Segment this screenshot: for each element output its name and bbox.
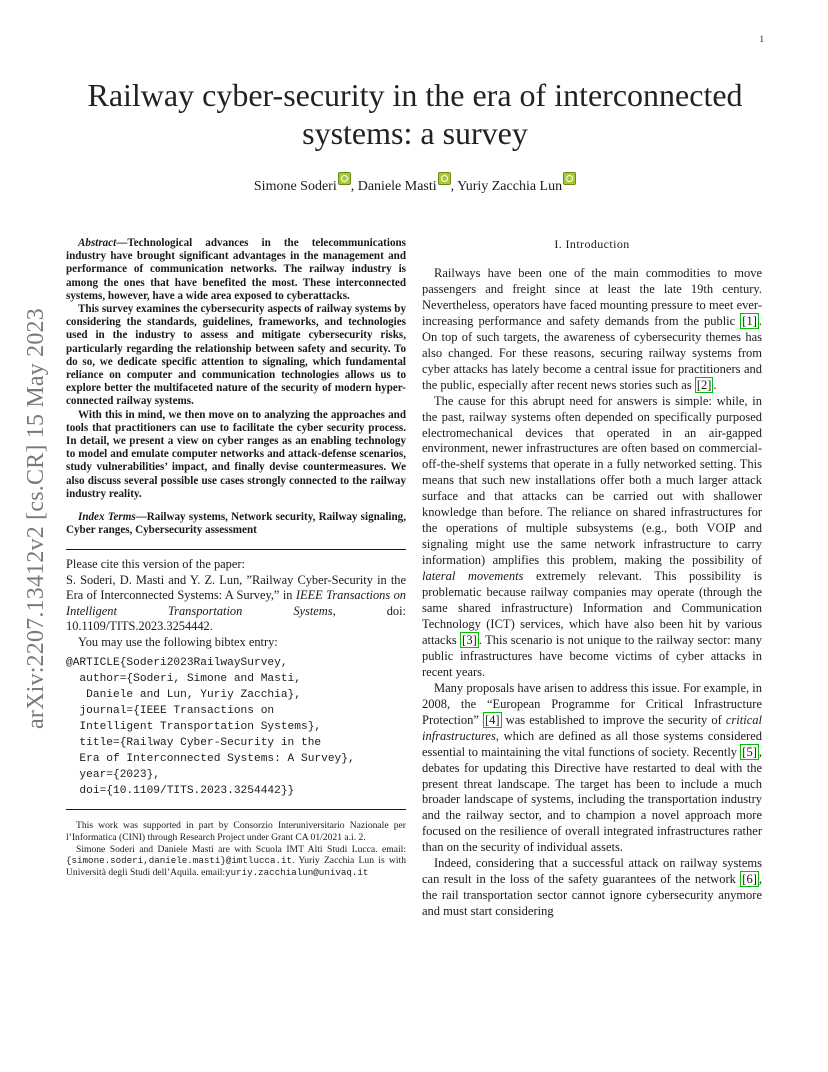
citation-link[interactable]: [3]: [462, 632, 477, 647]
index-terms: Index Terms—Railway systems, Network security, Railway signaling, Cyber ranges, Cybersecurity assessment: [66, 511, 406, 537]
divider: [66, 549, 406, 550]
body-paragraph: Railways have been one of the main commodities to move passengers and freight since at least the late 19th century. Nevertheless, operators have faced mounting pressure to meet ever-increasing performance and safety demands from the public [1] . On top of such targets, the awareness of cybersecurity themes has also changed. For these reasons, securing railway systems from cyber attacks has lately become a central issue for practitioners and the public, especially after recent news stories such as [2] .: [422, 266, 762, 392]
arxiv-stamp-text: arXiv:2207.13412v2 [cs.CR] 15 May 2023: [22, 307, 49, 729]
citation-link[interactable]: [6]: [742, 872, 757, 887]
body-paragraph: Indeed, considering that a successful attack on railway systems can result in the loss of the safety guarantees of the network [6] , the rail transportation sector cannot ignore cybersecurity anymore and must start considering: [422, 856, 762, 919]
author-name: Simone Soderi: [253, 179, 337, 194]
email-link[interactable]: {simone.soderi,daniele.masti}@imtlucca.it: [66, 855, 293, 867]
bibtex-intro: You may use the following bibtex entry:: [78, 634, 278, 649]
bibtex-entry: @ARTICLE{Soderi2023RailwaySurvey, author={Soderi, Simone and Masti, Daniele and Lun, Yuriy Zacchia}, journal={IEEE Transactions on Intelligent Transportation Systems}, title={Railway Cyber-Security in the Era of Interconnected Systems: A Survey}, year={2023}, doi={10.1109/TITS.2023.3254442}}: [66, 657, 355, 798]
divider: [66, 809, 406, 810]
section-heading: I. Introduction: [554, 237, 630, 251]
abstract-label: Abstract: [78, 237, 117, 249]
abstract-paragraph: Abstract—Technological advances in the telecommunications industry have brought significant advantages in the management and performance of communication networks. The railway industry is among the ones that have benefited the most. These interconnected systems, however, have a wide area exposed to cyberattacks.: [66, 237, 406, 302]
citation-link[interactable]: [5]: [742, 744, 757, 759]
footnotes: [66, 820, 406, 878]
right-column: [422, 237, 762, 920]
emphasis: lateral movements: [422, 569, 524, 584]
funding-note: This work was supported in part by Consorzio Interuniversitario Nazionale per l’Informatica (CINI) through Research Project under Grant CA 01/2021 a.i. 2.: [66, 820, 406, 844]
orcid-icon[interactable]: [438, 172, 451, 185]
journal-name: IEEE Transactions on Intelligent Transportation Systems: [66, 588, 406, 618]
affiliation-note: Simone Soderi and Daniele Masti are with Scuola IMT Alti Studi Lucca. email: {simone.soderi,daniele.masti}@imtlucca.it. Yuriy Zacchia Lun is with Università degli Studi dell’Aquila. email:yuriy.zacchialun@univaq.it: [66, 843, 406, 878]
citation-link[interactable]: [4]: [485, 712, 500, 727]
arxiv-stamp: [14, 278, 58, 758]
citation-box: [66, 557, 406, 799]
citation-line: Please cite this version of the paper:: [66, 557, 245, 572]
email-link[interactable]: yuriy.zacchialun@univaq.it: [225, 866, 369, 878]
citation-link[interactable]: [2]: [696, 377, 712, 392]
author-name: Daniele Masti: [357, 179, 437, 194]
orcid-icon[interactable]: [338, 172, 351, 185]
body-paragraph: The cause for this abrupt need for answers is simple: while, in the past, railway systems often depended on specifically purposed electromechanical devices that operated in an air-gapped environment, newer infrastructures are often based on commercial-off-the-shelf systems that operate in a fully networked setting. This means that such new installations offer both a much larger attack surface and that attacks can be carried out with shallower knowledge than before. The reliance on shared infrastructures for the operations of multiple subsystems (e.g., both VOIP and signaling might use the same network infrastructure to carry information) amplifies this problem, making the possibility of lateral movements extremely relevant. This possibility is problematic because railway companies may operate (through the same shared infrastructure) Information and Communication Technology (ICT) services, which have also been hit by various attacks [3] . This scenario is not unique to the railway sector: many public infrastructures have become victims of cyber attacks in recent years.: [422, 393, 763, 679]
author-list: Simone Soderi , Daniele Masti , Yuriy Zacchia Lun: [70, 172, 760, 195]
citation-link[interactable]: [1]: [742, 313, 757, 328]
index-terms-label: Index Terms: [78, 511, 136, 524]
abstract: [66, 237, 406, 501]
left-column: [66, 237, 406, 878]
emphasis: critical infrastructures: [422, 712, 762, 743]
abstract-paragraph: With this in mind, we then move on to analyzing the approaches and tools that practitioners can use to facilitate the cyber security process. In detail, we present a view on cyber ranges as an enabling technology to model and emulate computer networks and attack-defense scenarios, study vulnerabilities’ impact, and finally devise countermeasures. We also discuss several possible use cases strongly connected to the railway industry reality.: [66, 408, 406, 500]
paper-title: Railway cyber-security in the era of interconnected systems: a survey: [87, 77, 743, 151]
orcid-icon[interactable]: [563, 172, 576, 185]
body-paragraph: Many proposals have arisen to address this issue. For example, in 2008, the “European Programme for Critical Infrastructure Protection” [4] was established to improve the security of critical infrastructures, which are defined as all those systems considered essential to maintaining the vital functions of society. Recently [5] , debates for updating this Directive have restarted to deal with the present threat landscape. The target has been to include a much broader landscape of systems, including the transportation industry and the railway sector, and to champion a novel approach more focused on the resilience of overall integrated infrastructures rather than on the security of individual assets.: [422, 680, 762, 855]
citation-text: S. Soderi, D. Masti and Y. Z. Lun, ”Railway Cyber-Security in the Era of Interconnected Systems: A Survey,” in IEEE Transactions on Intelligent Transportation Systems, doi: 10.1109/TITS.2023.3254442.: [66, 572, 406, 634]
page-number: 1: [759, 34, 764, 44]
abstract-paragraph: This survey examines the cybersecurity aspects of railway systems by considering the standards, guidelines, frameworks, and technologies used in the industry to assess and mitigate cybersecurity risks, particularly regarding the relationship between safety and security. To do so, we dedicate specific attention to signaling, which fundamental reliance on computer and communication technologies allows us to explore better the multifaceted nature of the security of modern hyper-connected railway systems.: [66, 303, 406, 408]
author-name: Yuriy Zacchia Lun: [457, 179, 563, 194]
